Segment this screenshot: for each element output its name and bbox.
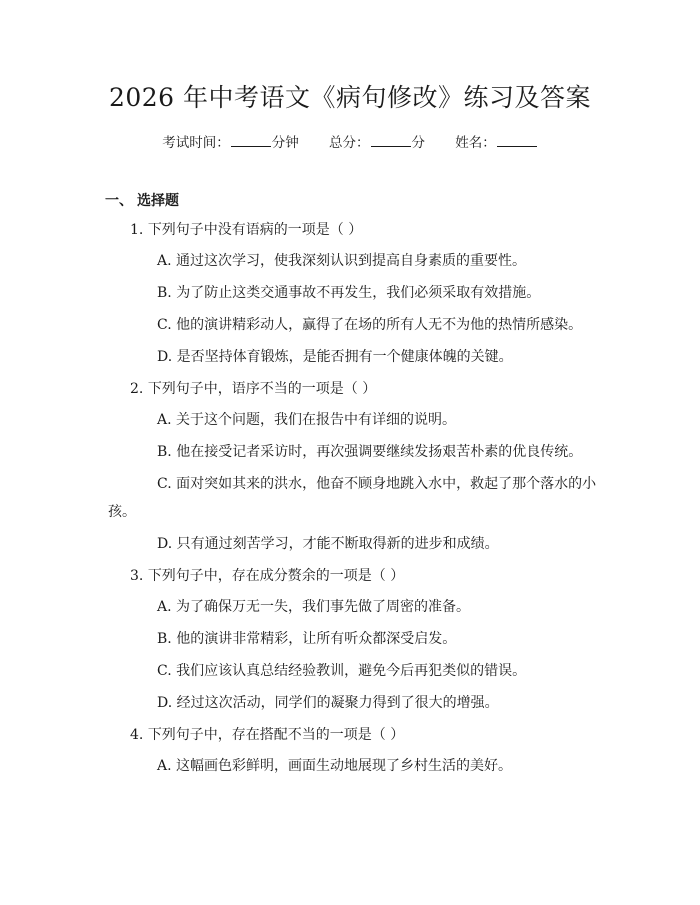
student-name-blank [497, 134, 537, 147]
page-title: 2026 年中考语文《病句修改》练习及答案 [108, 83, 592, 112]
option-letter: C. [157, 317, 172, 333]
option-letter: C. [157, 663, 172, 679]
question-4 [0, 725, 700, 745]
option-text: 为了防止这类交通事故不再发生，我们必须采取有效措施。 [176, 285, 541, 301]
total-score-unit: 分 [411, 135, 425, 151]
option-letter: B. [157, 631, 172, 647]
question-text: 下列句子中，语序不当的一项是（ ） [147, 381, 377, 397]
section-title: 选择题 [137, 193, 179, 209]
option-1b [0, 283, 700, 303]
question-2 [0, 379, 700, 399]
question-text: 下列句子中，存在搭配不当的一项是（ ） [147, 727, 405, 743]
option-text: 为了确保万无一失，我们事先做了周密的准备。 [176, 599, 471, 615]
question-1 [0, 220, 700, 240]
option-letter: C. [157, 476, 172, 492]
option-text: 经过这次活动，同学们的凝聚力得到了很大的增强。 [176, 695, 499, 711]
option-2a [0, 410, 700, 430]
question-list [0, 220, 700, 788]
student-name [455, 131, 538, 151]
option-2c [0, 470, 700, 526]
option-text: 这幅画色彩鲜明，画面生动地展现了乡村生活的美好。 [176, 758, 513, 774]
question-number: 1. [130, 222, 144, 238]
option-text: 他在接受记者采访时，再次强调要继续发扬艰苦朴素的优良传统。 [176, 444, 583, 460]
option-letter: B. [157, 444, 172, 460]
option-text: 他的演讲精彩动人，赢得了在场的所有人无不为他的热情所感染。 [176, 317, 583, 333]
question-text: 下列句子中，存在成分赘余的一项是（ ） [147, 568, 405, 584]
question-text: 下列句子中没有语病的一项是（ ） [147, 222, 363, 238]
option-letter: B. [157, 285, 172, 301]
option-letter: D. [157, 349, 173, 365]
option-3a [0, 597, 700, 617]
option-text: 是否坚持体育锻炼，是能否拥有一个健康体魄的关键。 [176, 349, 513, 365]
total-score-label: 总分： [329, 135, 370, 151]
question-number: 2. [130, 381, 144, 397]
option-3d [0, 693, 700, 713]
section-number: 一、 [105, 193, 133, 209]
option-text: 面对突如其来的洪水，他奋不顾身地跳入水中，救起了那个落水的小孩。 [108, 476, 597, 520]
option-1d [0, 347, 700, 367]
question-3 [0, 566, 700, 586]
question-number: 4. [130, 727, 144, 743]
option-text: 关于这个问题，我们在报告中有详细的说明。 [176, 412, 457, 428]
option-text: 他的演讲非常精彩，让所有听众都深受启发。 [176, 631, 457, 647]
option-text: 通过这次学习，使我深刻认识到提高自身素质的重要性。 [176, 253, 527, 269]
question-number: 3. [130, 568, 144, 584]
option-letter: A. [157, 758, 172, 774]
option-2b [0, 442, 700, 462]
exam-time-unit: 分钟 [271, 135, 299, 151]
option-letter: A. [157, 599, 172, 615]
option-text: 只有通过刻苦学习，才能不断取得新的进步和成绩。 [176, 536, 499, 552]
option-letter: D. [157, 695, 173, 711]
exam-info-line [0, 131, 700, 151]
option-letter: D. [157, 536, 173, 552]
section-heading [105, 190, 179, 210]
option-1c [0, 315, 700, 335]
option-2d [0, 534, 700, 554]
total-score [329, 131, 425, 151]
option-letter: A. [157, 253, 172, 269]
option-3b [0, 629, 700, 649]
option-letter: A. [157, 412, 172, 428]
option-4a [0, 756, 700, 776]
exam-time-label: 考试时间： [162, 135, 230, 151]
option-1a [0, 251, 700, 271]
total-score-blank [371, 134, 411, 147]
option-text: 我们应该认真总结经验教训，避免今后再犯类似的错误。 [176, 663, 527, 679]
option-3c [0, 661, 700, 681]
exam-time [162, 131, 299, 151]
student-name-label: 姓名： [455, 135, 496, 151]
exam-time-blank [231, 134, 271, 147]
